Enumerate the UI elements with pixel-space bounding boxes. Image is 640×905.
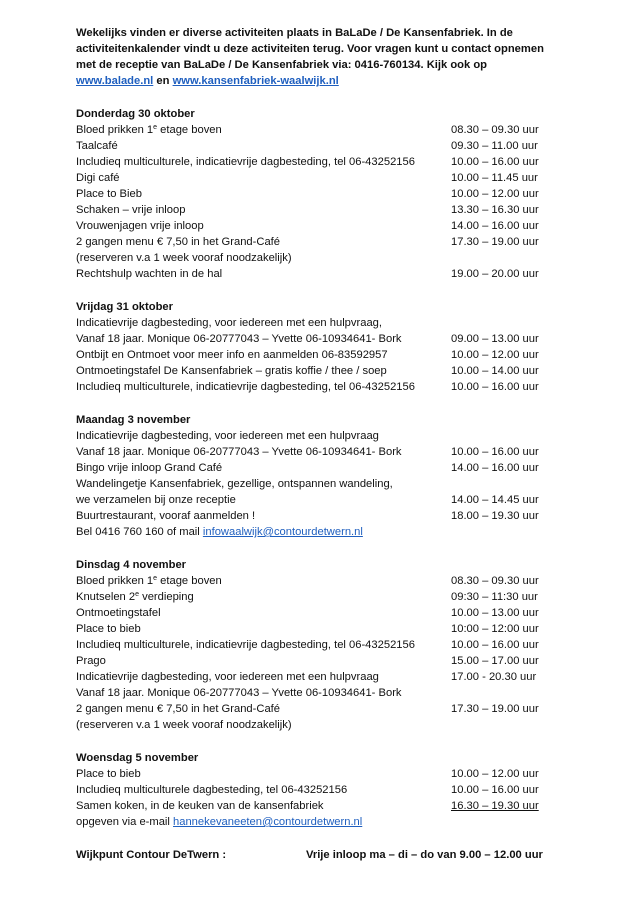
activity-row [76,266,556,282]
activity-description [76,685,451,701]
activity-time: 10.00 – 12.00 uur [451,188,539,200]
activity-text: (reserveren v.a 1 week vooraf noodzakelijk) [76,252,292,264]
day-section [76,412,556,540]
activity-row [76,379,556,395]
footer [76,847,556,863]
activity-row [76,798,556,814]
activity-description [76,315,451,331]
activity-row [76,573,556,589]
activity-time: 10.00 – 13.00 uur [451,607,539,619]
activity-text: Wandelingetje Kansenfabriek, gezellige, ontspannen wandeling, [76,478,393,490]
email-link[interactable]: infowaalwijk@contourdetwern.nl [202,526,363,538]
activity-description [76,202,451,218]
activity-row [76,186,556,202]
document-page [76,25,556,863]
activity-row [76,154,556,170]
intro-connector: en [153,75,173,87]
activity-row [76,685,556,701]
activity-description [76,766,451,782]
activity-row [76,589,556,605]
day-title: Vrijdag 31 oktober [76,301,173,313]
activity-time: 09.00 – 13.00 uur [451,333,539,345]
activity-time: 09:30 – 11:30 uur [451,591,538,603]
activity-text: we verzamelen bij onze receptie [76,494,236,506]
activity-description [76,782,451,798]
activity-text: Vanaf 18 jaar. Monique 06-20777043 – Yvette 06-10934641- Bork [76,333,402,345]
day-section [76,106,556,282]
activity-description [76,331,451,347]
activity-row [76,122,556,138]
activity-time: 14.00 – 16.00 uur [451,220,539,232]
kansenfabriek-link[interactable]: www.kansenfabriek-waalwijk.nl [172,75,339,87]
activity-row [76,669,556,685]
activity-description [76,669,451,685]
activity-time: 15.00 – 17.00 uur [451,655,539,667]
activity-description [76,814,451,830]
activity-time: 10.00 – 16.00 uur [451,639,539,651]
activity-time: 18.00 – 19.30 uur [451,510,539,522]
activity-time: 10.00 – 12.00 uur [451,768,539,780]
activity-description [76,218,451,234]
activity-time: 10.00 – 16.00 uur [451,446,539,458]
activity-row [76,605,556,621]
activity-description [76,444,451,460]
activity-description [76,460,451,476]
activity-time: 10.00 – 12.00 uur [451,349,539,361]
activity-time: 10.00 – 16.00 uur [451,381,539,393]
email-link[interactable]: hannekevaneeten@contourdetwern.nl [173,816,363,828]
activity-row [76,170,556,186]
activity-text: Indicatievrije dagbesteding, voor iedereen met een hulpvraag [76,671,379,683]
activity-time: 14.00 – 14.45 uur [451,494,539,506]
activity-row [76,347,556,363]
activity-row [76,218,556,234]
activity-description [76,250,451,266]
activity-time: 13.30 – 16.30 uur [451,204,539,216]
activity-row [76,782,556,798]
activity-description [76,138,451,154]
activity-row [76,476,556,492]
activity-text: Includieq multiculturele, indicatievrije dagbesteding, tel 06-43252156 [76,639,415,651]
activity-time: 10.00 – 14.00 uur [451,365,539,377]
activity-description [76,717,451,733]
intro-text: Wekelijks vinden er diverse activiteiten plaats in BaLaDe / De Kansenfabriek. In de activiteitenkalender vindt u deze activiteiten terug. Voor vragen kunt u contact opnemen met de receptie van BaLaDe / De Kansenfabriek via: 0416-760134. Kijk ook op [76,27,544,71]
activity-time: 08.30 – 09.30 uur [451,575,539,587]
ordinal-superscript: e [135,591,139,598]
ordinal-superscript: e [153,575,158,582]
footer-opening-hours: Vrije inloop ma – di – do van 9.00 – 12.00 uur [306,849,543,861]
activity-text: Place to Bieb [76,188,142,200]
activity-time: 14.00 – 16.00 uur [451,462,539,474]
activity-text: Knutselen 2 [76,591,136,603]
activity-time: 19.00 – 20.00 uur [451,268,539,280]
activity-time: 08.30 – 09.30 uur [451,124,539,136]
activity-text: Includieq multiculturele, indicatievrije dagbesteding, tel 06-43252156 [76,381,415,393]
activity-row [76,202,556,218]
activity-row [76,621,556,637]
activity-row [76,138,556,154]
activity-text: opgeven via e-mail [76,816,174,828]
activity-description [76,266,451,282]
activity-description [76,637,451,653]
activity-row [76,701,556,717]
activity-row [76,315,556,331]
activity-row [76,524,556,540]
activity-time: 10.00 – 16.00 uur [451,784,539,796]
activity-text: Prago [76,655,106,667]
activity-text: Place to bieb [76,623,141,635]
activity-description [76,170,451,186]
activity-text: Ontmoetingstafel [76,607,161,619]
activity-time: 17.30 – 19.00 uur [451,703,539,715]
activity-description [76,573,451,589]
day-title: Maandag 3 november [76,414,191,426]
activity-row [76,444,556,460]
activity-text: Vanaf 18 jaar. Monique 06-20777043 – Yvette 06-10934641- Bork [76,446,402,458]
activity-description [76,186,451,202]
activity-text: Digi café [76,172,120,184]
activity-description [76,428,451,444]
activity-time: 17.30 – 19.00 uur [451,236,539,248]
activity-text: Ontbijt en Ontmoet voor meer info en aanmelden 06-83592957 [76,349,388,361]
activity-description [76,379,451,395]
activity-text: Buurtrestaurant, vooraf aanmelden ! [76,510,256,522]
activity-time: 17.00 - 20.30 uur [451,671,537,683]
activity-row [76,637,556,653]
activity-text: Includieq multiculturele, indicatievrije dagbesteding, tel 06-43252156 [76,156,415,168]
activity-text: 2 gangen menu € 7,50 in het Grand-Café [76,236,281,248]
day-title: Donderdag 30 oktober [76,108,195,120]
activity-text: (reserveren v.a 1 week vooraf noodzakelijk) [76,719,292,731]
activity-description [76,122,451,138]
activity-row [76,717,556,733]
activity-text: Bloed prikken 1 [76,575,154,587]
activity-text-suffix: etage boven [157,575,222,587]
activity-description [76,492,451,508]
activity-time: 09.30 – 11.00 uur [451,140,538,152]
day-section [76,299,556,395]
activity-time: 10.00 – 11.45 uur [451,172,538,184]
activity-row [76,492,556,508]
activity-description [76,589,451,605]
footer-location: Wijkpunt Contour DeTwern : [76,849,227,861]
intro-paragraph [76,25,556,89]
activity-row [76,234,556,250]
activity-row [76,653,556,669]
activity-description [76,701,451,717]
activity-text: Indicatievrije dagbesteding, voor iedereen met een hulpvraag [76,430,379,442]
activity-description [76,621,451,637]
activity-text-suffix: etage boven [157,124,222,136]
day-section [76,557,556,733]
activity-text: Vrouwenjagen vrije inloop [76,220,204,232]
activity-text: Place to bieb [76,768,141,780]
activity-text: Indicatievrije dagbesteding, voor iedereen met een hulpvraag, [76,317,382,329]
activity-description [76,234,451,250]
day-title: Woensdag 5 november [76,752,199,764]
activity-row [76,428,556,444]
ordinal-superscript: e [153,124,158,131]
day-title: Dinsdag 4 november [76,559,187,571]
activity-text: Bel 0416 760 160 of mail [76,526,203,538]
activity-row [76,331,556,347]
activity-row [76,250,556,266]
activity-text: Ontmoetingstafel De Kansenfabriek – gratis koffie / thee / soep [76,365,387,377]
activity-text: Schaken – vrije inloop [76,204,186,216]
activity-text: Vanaf 18 jaar. Monique 06-20777043 – Yvette 06-10934641- Bork [76,687,402,699]
activity-text-suffix: verdieping [139,591,194,603]
activity-description [76,605,451,621]
activity-calendar [76,106,556,830]
activity-description [76,476,451,492]
activity-description [76,154,451,170]
activity-text: Bloed prikken 1 [76,124,154,136]
activity-row [76,460,556,476]
activity-row [76,814,556,830]
activity-time: 10.00 – 16.00 uur [451,156,539,168]
activity-description [76,798,451,814]
activity-row [76,766,556,782]
activity-description [76,524,451,540]
activity-description [76,508,451,524]
activity-text: 2 gangen menu € 7,50 in het Grand-Café [76,703,281,715]
activity-time: 16.30 – 19.30 uur [451,800,539,812]
balade-link[interactable]: www.balade.nl [76,75,154,87]
activity-text: Samen koken, in de keuken van de kansenfabriek [76,800,324,812]
activity-description [76,653,451,669]
activity-row [76,363,556,379]
day-section [76,750,556,830]
activity-text: Bingo vrije inloop Grand Café [76,462,223,474]
activity-text: Includieq multiculturele dagbesteding, tel 06-43252156 [76,784,348,796]
activity-description [76,347,451,363]
activity-description [76,363,451,379]
activity-text: Taalcafé [76,140,118,152]
activity-row [76,508,556,524]
activity-time: 10:00 – 12:00 uur [451,623,539,635]
activity-text: Rechtshulp wachten in de hal [76,268,223,280]
